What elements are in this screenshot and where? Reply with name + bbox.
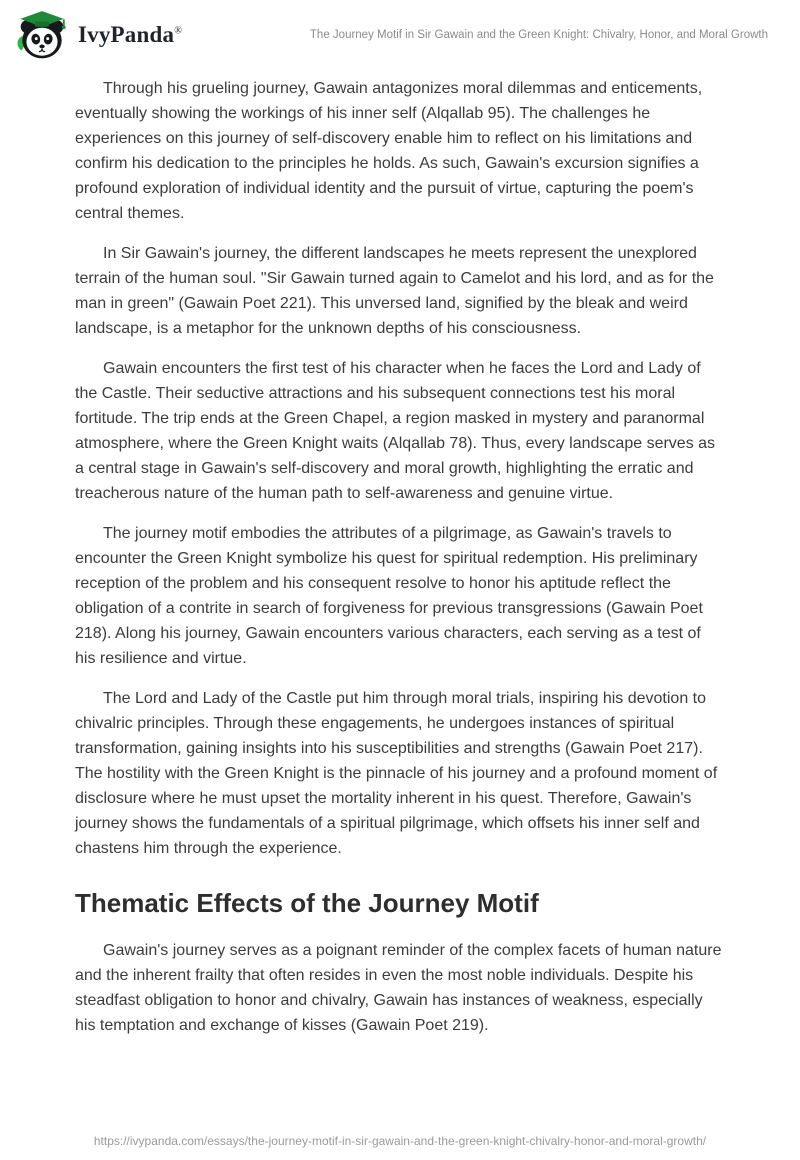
panda-graduate-icon bbox=[14, 9, 70, 61]
essay-paragraph: Gawain encounters the first test of his character when he faces the Lord and Lady of the Castle. Their seductive attractions and his subsequent connections test his moral fortitude. The trip ends at the Green Chapel, a region masked in mystery and paranormal atmosphere, where the Green Knight waits (Alqallab 78). Thus, every landscape serves as a central stage in Gawain's self-discovery and moral growth, highlighting the erratic and treacherous nature of the human path to self-awareness and genuine virtue. bbox=[75, 360, 716, 502]
essay-paragraph: Gawain's journey serves as a poignant reminder of the complex facets of human nature and the inherent frailty that often resides in even the most noble individuals. Despite his steadfast obligation to honor and chivalry, Gawain has instances of weakness, especially his temptation and exchange of kisses (Gawain Poet 219). bbox=[75, 942, 722, 1034]
essay-paragraph: The Lord and Lady of the Castle put him through moral trials, inspiring his devotion to chivalric principles. Through these engagements, he undergoes instances of spiritual transformation, gaining insights into his susceptibilities and strengths (Gawain Poet 217). The hostility with the Green Knight is the pinnacle of his journey and a profound moment of disclosure where he must upset the mortality inherent in his quest. Therefore, Gawain's journey shows the fundamentals of a spiritual pilgrimage, which offsets his inner self and chastens him through the experience. bbox=[75, 690, 718, 857]
source-url: https://ivypanda.com/essays/the-journey-motif-in-sir-gawain-and-the-green-knight-chivalry-honor-and-moral-growth/ bbox=[93, 1134, 707, 1148]
essay-content bbox=[0, 62, 800, 1038]
registered-mark: ® bbox=[174, 25, 182, 37]
page-footer bbox=[0, 1134, 800, 1148]
brand-name: IvyPanda® bbox=[78, 22, 182, 47]
section-heading: Thematic Effects of the Journey Motif bbox=[75, 888, 539, 918]
page-header bbox=[0, 0, 800, 62]
essay-paragraph: Through his grueling journey, Gawain antagonizes moral dilemmas and enticements, eventually showing the workings of his inner self (Alqallab 95). The challenges he experiences on this journey of self-discovery enable him to reflect on his limitations and confirm his dedication to the principles he holds. As such, Gawain's excursion signifies a profound exploration of individual identity and the pursuit of virtue, capturing the poem's central themes. bbox=[75, 80, 703, 222]
ivypanda-home-link[interactable] bbox=[14, 9, 182, 61]
essay-paragraph: In Sir Gawain's journey, the different landscapes he meets represent the unexplored terrain of the human soul. "Sir Gawain turned again to Camelot and his lord, and as for the man in green" (Gawain Poet 221). This unversed land, signified by the bleak and weird landscape, is a metaphor for the unknown depths of his consciousness. bbox=[75, 245, 714, 337]
essay-paragraph: The journey motif embodies the attributes of a pilgrimage, as Gawain's travels to encounter the Green Knight symbolize his quest for spiritual redemption. His preliminary reception of the problem and his consequent resolve to honor his aptitude reflect the obligation of a contrite in search of forgiveness for previous transgressions (Gawain Poet 218). Along his journey, Gawain encounters various characters, each serving as a test of his resilience and virtue. bbox=[75, 525, 703, 667]
running-header-title: The Journey Motif in Sir Gawain and the Green Knight: Chivalry, Honor, and Moral Growth bbox=[309, 28, 768, 41]
